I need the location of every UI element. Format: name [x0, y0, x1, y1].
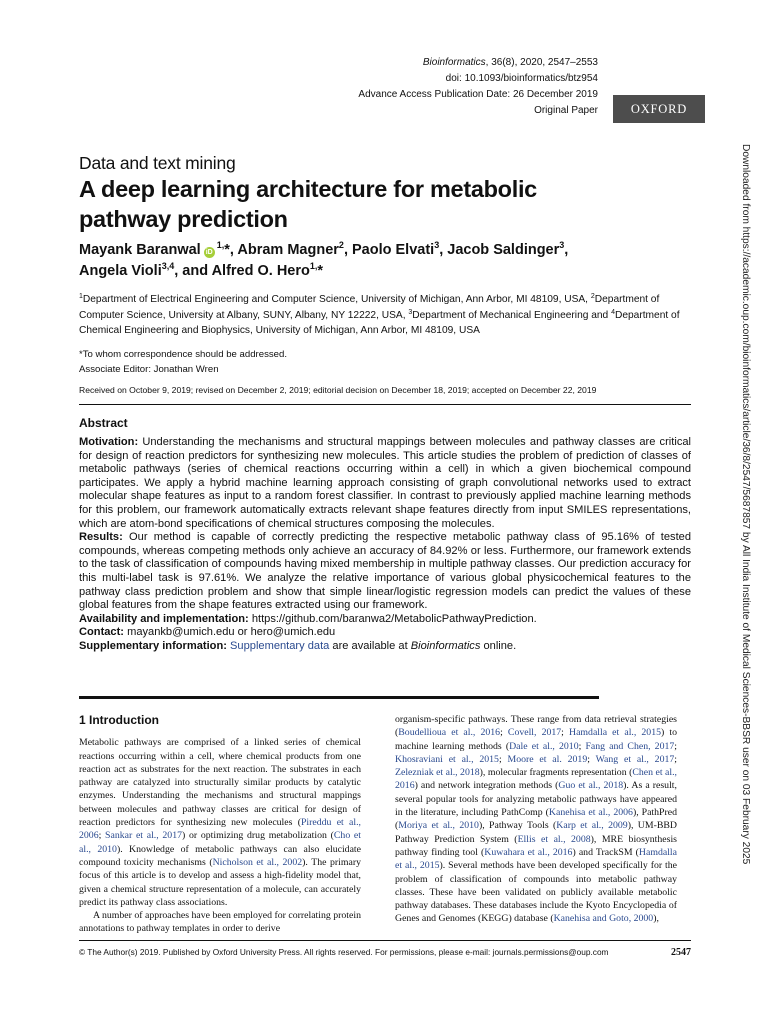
reference-link[interactable]: Sankar et al., 2017	[105, 830, 183, 842]
abstract-bottom-rule	[79, 696, 599, 699]
reference-link[interactable]: Wang et al., 2017	[595, 753, 675, 765]
author-name[interactable]: , Jacob Saldinger	[439, 242, 560, 258]
paper-type: Original Paper	[534, 105, 598, 116]
reference-link[interactable]: Khosraviani et al., 2015	[395, 753, 499, 765]
reference-link[interactable]: Guo et al., 2018	[558, 780, 624, 792]
reference-link[interactable]: Chen et al., 2016	[395, 767, 677, 792]
orcid-icon[interactable]: iD	[205, 249, 213, 256]
author-name[interactable]: Angela Violi	[79, 263, 162, 279]
section-label: Data and text mining	[79, 153, 236, 173]
page-number: 2547	[671, 947, 691, 958]
reference-link[interactable]: Nicholson et al., 2002	[212, 856, 303, 868]
history-dates: Received on October 9, 2019; revised on December 2, 2019; editorial decision on December 18, 2019; accepted on December 22, 2019	[79, 385, 597, 395]
reference-link[interactable]: Cho et al., 2010	[79, 830, 362, 855]
reference-link[interactable]: Moriya et al., 2010	[398, 820, 479, 832]
reference-link[interactable]: Karp et al., 2009	[556, 820, 628, 832]
reference-link[interactable]: Hamdalla et al., 2015	[569, 727, 662, 739]
reference-link[interactable]: Covell, 2017	[507, 727, 562, 739]
reference-link[interactable]: Hamdalla et al., 2015	[395, 846, 677, 872]
intro-right-column	[395, 713, 677, 926]
author-name[interactable]: Mayank Baranwal	[79, 242, 201, 258]
abstract-availability: Availability and implementation: https://github.com/baranwa2/MetabolicPathwayPrediction.	[79, 612, 537, 625]
intro-heading: 1 Introduction	[79, 713, 159, 727]
download-watermark: Downloaded from https://academic.oup.com/bioinformatics/article/36/8/2547/5687857 by All India Institute of Medical Sciences-BBSR user on 03 February 2025	[740, 144, 751, 865]
author-name[interactable]: , and Alfred O. Hero	[174, 263, 310, 279]
abstract-motivation: Motivation: Understanding the mechanisms and structural mappings between molecules and pathway classes are critical for design of reaction predictors for synthesizing new molecules. This article studies the problem of prediction of classes of metabolic pathways (series of chemical reactions occurring within a cell) in which a given biochemical compound participates. We apply a hybrid machine learning approach consisting of graph convolutional networks used to extract molecular shape features as input to a random forest classifier. In contrast to previously applied machine learning methods for this problem, our framework automatically extracts relevant shape features directly from input SMILES representations, which are atom-bond specifications of chemical structures composing the molecules.	[79, 436, 691, 530]
intro-paragraph-2: A number of approaches have been employed for correlating protein annotations to pathway templates in order to derive	[79, 910, 361, 935]
reference-link[interactable]: Moore et al. 2019	[507, 753, 588, 765]
github-link[interactable]: https://github.com/baranwa2/MetabolicPathwayPrediction.	[248, 612, 537, 625]
copyright-notice: © The Author(s) 2019. Published by Oxford University Press. All rights reserved. For permissions, please e-mail: journals.permissions@oup.com	[79, 947, 609, 957]
reference-link[interactable]: Fang and Chen, 2017	[585, 740, 675, 752]
reference-link[interactable]: Boudellioua et al., 2016	[398, 727, 501, 739]
footer-rule	[79, 940, 691, 941]
reference-link[interactable]: Kuwahara et al., 2016	[484, 846, 573, 858]
reference-link[interactable]: Ellis et al., 2008	[517, 833, 591, 845]
abstract-contact: Contact: mayankb@umich.edu or hero@umich.edu	[79, 626, 336, 639]
article-title: A deep learning architecture for metabolic pathway prediction	[79, 176, 537, 232]
associate-editor: Associate Editor: Jonathan Wren	[79, 364, 219, 375]
intro-paragraph-1: Metabolic pathways are comprised of a linked series of chemical reactions occurring within a cell, where chemical products from one reaction act as substrates for the next reaction. The substrates in each pathway are catalyzed into structurally similar products by catalytic enzymes. Understanding the mechanisms and structural mappings between molecules and pathway classes are critical for design of reaction predictors for synthesizing new molecules (Pireddu et al., 2006; Sankar et al., 2017) or optimizing drug metabolization (Cho et al., 2010). Knowledge of metabolic pathways can also elucidate compound toxicity mechanisms (Nicholson et al., 2002). The primary focus of this article is to develop and assess a high-fidelity model that, given a chemical structure representation of a molecule, can accurately predict its pathway class associations.	[79, 737, 362, 908]
supplementary-data-link[interactable]: Supplementary data	[230, 639, 330, 652]
author-name[interactable]: , Paolo Elvati	[343, 242, 435, 258]
journal-meta	[358, 55, 598, 119]
affiliations: $^1$Department of Electrical Engineering and Computer Science, University of Michigan, Ann Arbor, MI 48109, USA, $^2$Department of Computer Science, University at Albany, SUNY, Albany, NY 12222, USA, $^3$Department of Mechanical Engineering and $^4$Department of Chemical Engineering and Biophysics, University of Michigan, Ann Arbor, MI 48109, USA	[79, 293, 680, 336]
abstract-body	[79, 436, 691, 654]
intro-paragraph-2-cont: organism-specific pathways. These range from data retrieval strategies (Boudellioua et al., 2016; Covell, 2017; Hamdalla et al., 2015) to machine learning methods (Dale et al., 2010; Fang and Chen, 2017; Khosraviani et al., 2015; Moore et al. 2019; Wang et al., 2017; Zelezniak et al., 2018), molecular fragments representation (Chen et al., 2016) and network integration methods (Guo et al., 2018). As a result, several popular tools for analyzing metabolic pathways have appeared in the literature, including PathComp (Kanehisa et al., 2006), PathPred (Moriya et al., 2010), Pathway Tools (Karp et al., 2009), UM-BBD Pathway Prediction System (Ellis et al., 2008), MRE biosynthesis pathway finding tool (Kuwahara et al., 2016) and TrackSM (Hamdalla et al., 2015). Several methods have been developed specifically for the problem of classification of compounds into metabolic pathway classes. These have been validated on publicly available metabolic pathway databases. These databases include the Kyoto Encyclopedia of Genes and Genomes (KEGG) database (Kanehisa and Goto, 2000),	[395, 714, 678, 925]
author-list: Mayank Baranwal $iD^{1,}*$, Abram Magner$^2$, Paolo Elvati$^3$, Jacob Saldinger$^3$, Angela Violi$^{3,4}$, and Alfred O. Hero$^{1,}$*	[79, 240, 569, 279]
top-rule	[79, 404, 691, 405]
intro-left-column	[79, 714, 361, 936]
reference-link[interactable]: Dale et al., 2010	[509, 740, 579, 752]
correspondence-note: *To whom correspondence should be addressed. Associate Editor: Jonathan Wren	[79, 347, 579, 377]
journal-citation: Bioinformatics, 36(8), 2020, 2547–2553	[422, 57, 598, 68]
contact-emails[interactable]: mayankb@umich.edu or hero@umich.edu	[124, 626, 336, 639]
advance-access-date: Advance Access Publication Date: 26 December 2019	[358, 89, 598, 100]
reference-link[interactable]: Kanehisa and Goto, 2000	[553, 913, 654, 925]
page-footer	[79, 947, 691, 958]
author-name[interactable]: , Abram Magner	[229, 242, 339, 258]
abstract-supplementary: Supplementary information: Supplementary data are available at Bioinformatics online.	[79, 639, 517, 652]
abstract-heading: Abstract	[79, 416, 128, 430]
reference-link[interactable]: Kanehisa et al., 2006	[548, 807, 633, 819]
doi[interactable]: doi: 10.1093/bioinformatics/btz954	[445, 73, 598, 84]
publisher-logo: OXFORD	[613, 95, 705, 123]
abstract-results: Results: Our method is capable of correctly predicting the respective metabolic pathway class of 95.16% of tested compounds, whereas competing methods only achieve an accuracy of 84.92% or less. Furthermore, our framework extends to the task of classification of compounds having mixed membership in multiple pathway classes. Our prediction accuracy for this multi-label task is 97.61%. We analyze the relative importance of various global physicochemical features to the pathway class prediction problem and show that simple linear/logistic regression models can predict the values of these global features from the shape features extracted using our framework.	[79, 531, 691, 612]
reference-link[interactable]: Zelezniak et al., 2018	[395, 767, 480, 779]
reference-link[interactable]: Pireddu et al., 2006	[79, 817, 361, 842]
